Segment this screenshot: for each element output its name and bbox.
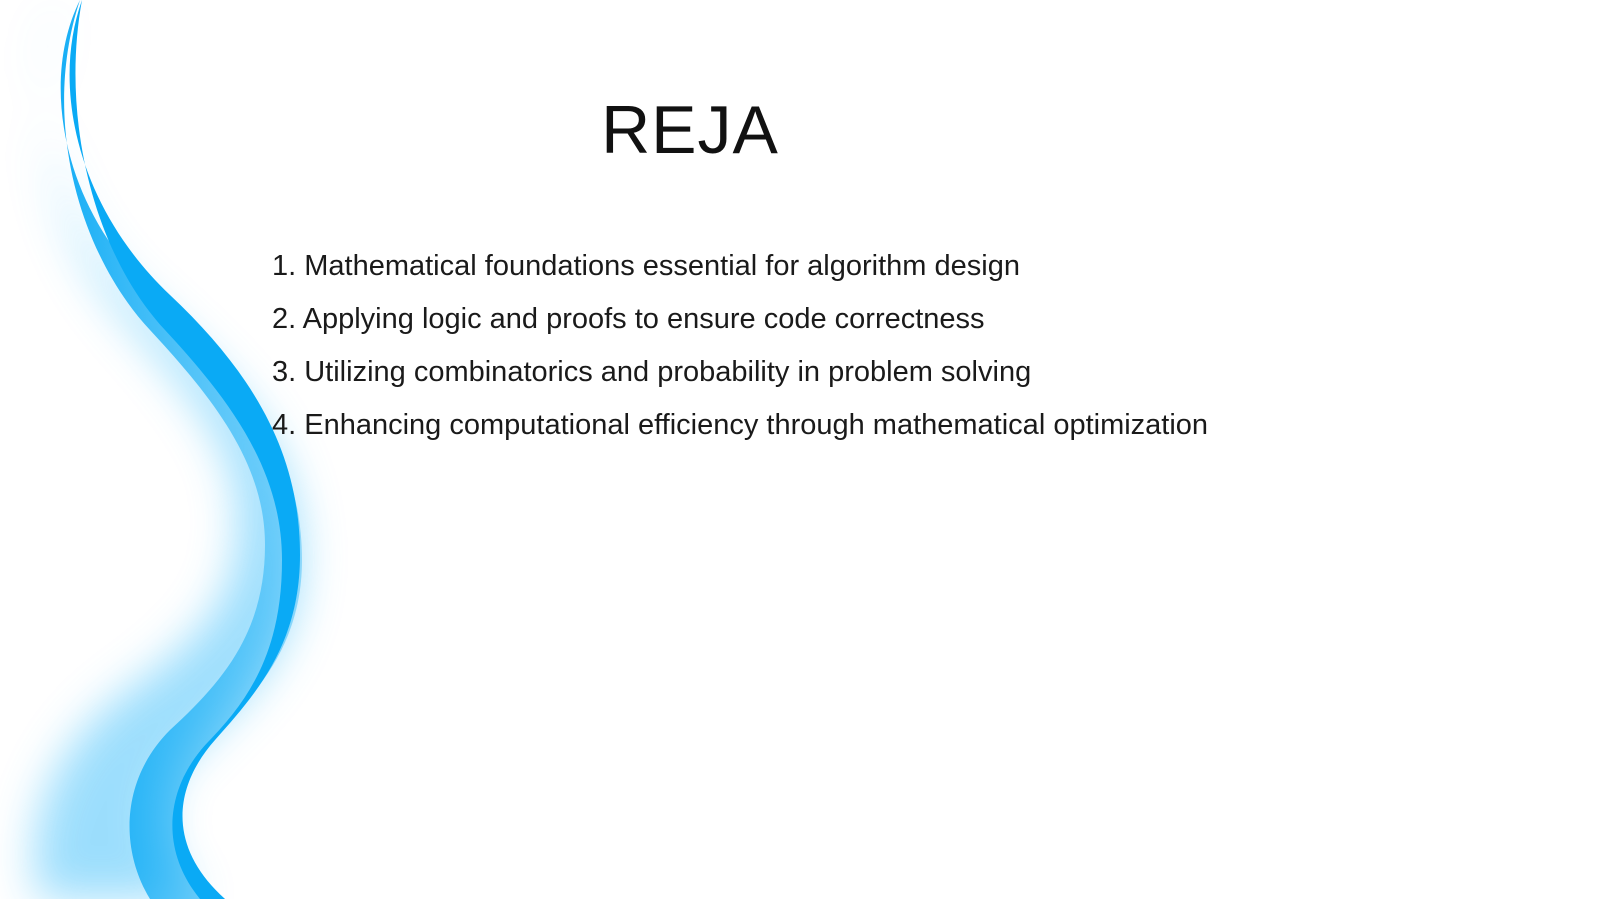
agenda-item: 3. Utilizing combinatorics and probability in problem solving — [272, 356, 1032, 388]
agenda-item: 1. Mathematical foundations essential for algorithm design — [272, 250, 1020, 282]
slide-title: REJA — [601, 92, 779, 168]
agenda-list — [272, 240, 1208, 452]
agenda-item: 2. Applying logic and proofs to ensure code correctness — [272, 303, 985, 335]
agenda-item: 4. Enhancing computational efficiency through mathematical optimization — [272, 409, 1209, 441]
